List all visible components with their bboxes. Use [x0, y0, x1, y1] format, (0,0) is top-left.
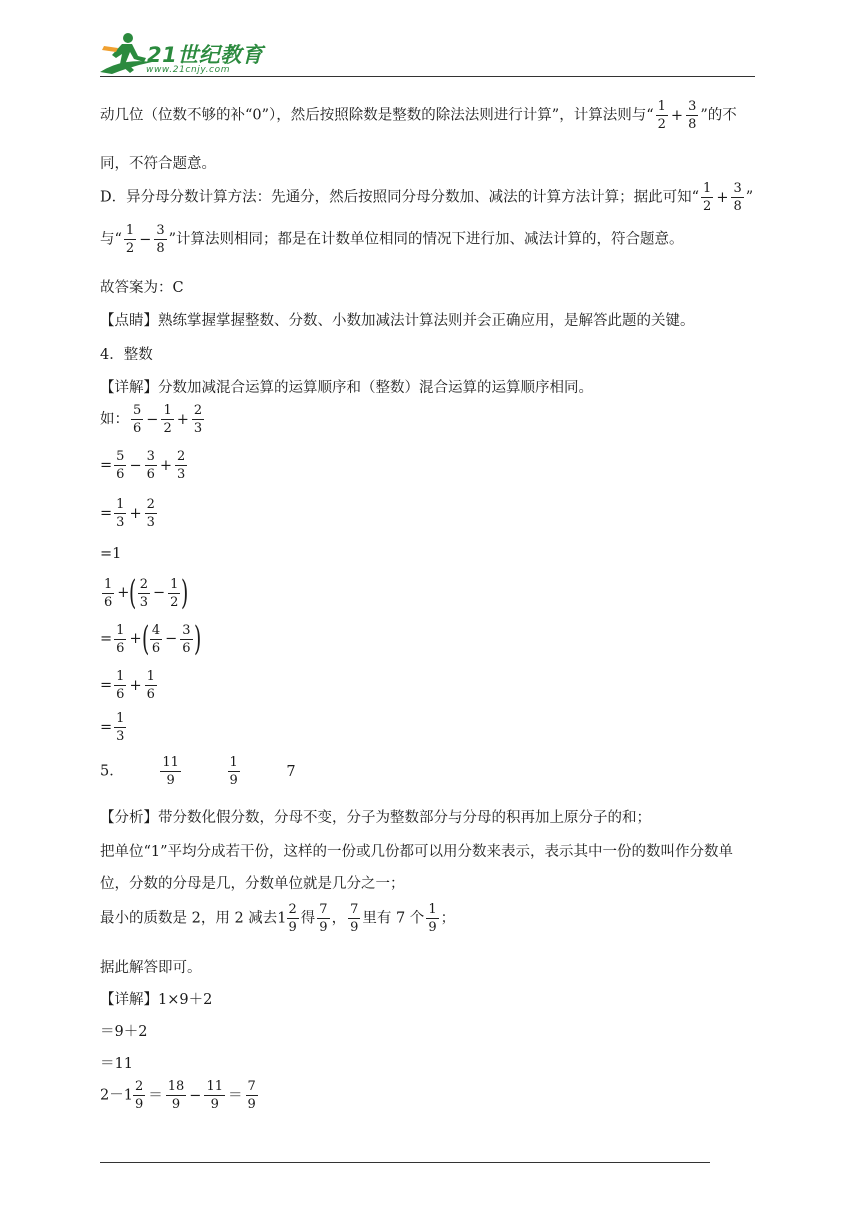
footer-rule	[100, 1162, 710, 1163]
text-line: D．异分母分数计算方法：先通分，然后按照同分母分数加、减法的计算方法计算；据此可知“ $\frac{1}{2}$ + $\frac{3}{8}$ ”	[100, 181, 754, 214]
text-line: 把单位“1”平均分成若干份，这样的一份或几份都可以用分数来表示，表示其中一份的数叫作分数单	[100, 844, 734, 860]
text-line: 据此解答即可。	[100, 960, 202, 976]
text-line: ＝11	[100, 1056, 133, 1072]
equation: = $\frac{5}{6}$ − $\frac{3}{6}$ + $\frac{2}{3}$	[100, 449, 186, 482]
equation: = $\frac{1}{6}$ + $\frac{1}{6}$	[100, 669, 155, 702]
text-line: 与“ $\frac{1}{2}$ − $\frac{3}{8}$ ”计算法则相同；都是在计数单位相同的情况下进行加、减法计算的，符合题意。	[100, 223, 684, 256]
fraction: $\frac{1}{2}$	[125, 223, 135, 256]
answer-line: 5． $\frac{11}{9}$ $\frac{1}{9}$ 7	[100, 755, 296, 788]
logo-url: www.21cnjy.com	[146, 65, 231, 75]
text-line: 【点睛】熟练掌握掌握整数、分数、小数加减法计算法则并会正确应用，是解答此题的关键。	[100, 313, 695, 329]
fraction: $\frac{3}{8}$	[688, 99, 697, 132]
text-line: 【分析】带分数化假分数，分母不变，分子为整数部分与分母的积再加上原分子的和；	[100, 810, 651, 826]
header-rule	[100, 76, 755, 77]
text-line: 最小的质数是 2，用 2 减去1 $\frac{2}{9}$ 得 $\frac{7}{9}$ ， $\frac{7}{9}$ 里有 7 个 $\frac{1}{9}$ ；	[100, 902, 456, 935]
text-line: 动几位（位数不够的补“0”），然后按照除数是整数的除法法则进行计算”，计算法则与“ $\frac{1}{2}$ + $\frac{3}{8}$ ”的不	[100, 99, 737, 132]
equation: = $\frac{1}{6}$ +( $\frac{4}{6}$ − $\frac{3}{6}$ )	[100, 619, 201, 659]
logo-text: 21世纪教育	[147, 43, 264, 67]
text-line: 【详解】分数加减混合运算的运算顺序和（整数）混合运算的运算顺序相同。	[100, 380, 593, 396]
fraction: $\frac{1}{2}$	[657, 99, 666, 132]
equation: = $\frac{1}{3}$	[100, 711, 125, 744]
fraction: $\frac{3}{8}$	[156, 223, 165, 256]
equation: $\frac{1}{6}$ +( $\frac{2}{3}$ − $\frac{1}{2}$ )	[104, 573, 189, 613]
fraction: $\frac{3}{8}$	[733, 181, 742, 214]
text-line: 故答案为：C	[100, 280, 184, 296]
text-line: 4．整数	[100, 347, 153, 363]
equation: = $\frac{1}{3}$ + $\frac{2}{3}$	[100, 497, 155, 530]
fraction: $\frac{1}{2}$	[703, 181, 712, 214]
text-line: ＝9＋2	[100, 1024, 148, 1040]
text-line: 同，不符合题意。	[100, 156, 216, 172]
equation: =1	[100, 546, 122, 562]
text-line: 【详解】1×9＋2	[100, 992, 213, 1008]
equation: 2－1 $\frac{2}{9}$ ＝ $\frac{18}{9}$ − $\frac{11}{9}$ ＝ $\frac{7}{9}$	[100, 1079, 256, 1112]
equation: 如： $\frac{5}{6}$ − $\frac{1}{2}$ + $\frac{2}{3}$	[100, 403, 203, 436]
text-line: 位，分数的分母是几，分数单位就是几分之一；	[100, 876, 405, 892]
